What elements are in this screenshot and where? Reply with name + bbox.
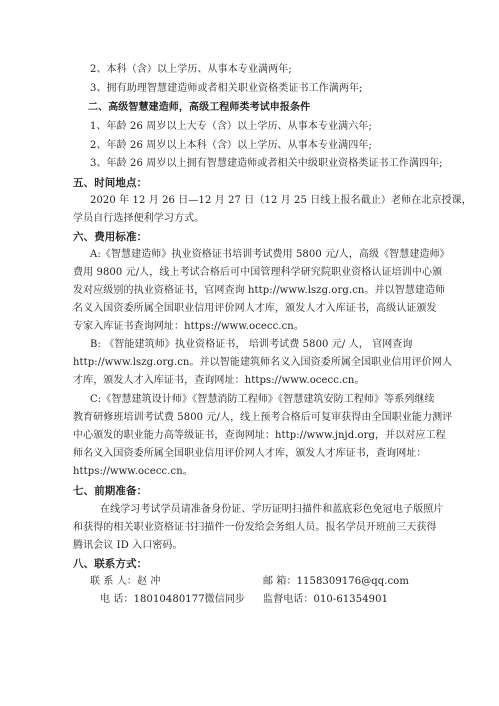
paragraph-line: 学员自行选择便利学习方式。 (73, 213, 205, 224)
paragraph-line: 师名义入国资委所属全国职业信用评价网人才库，颁发人才库证书，查询网址： (73, 448, 427, 459)
contact-email: 邮 箱：1158309176@qq.com (263, 576, 409, 587)
paragraph-line: 在线学习考试学员请准备身份证、学历证明扫描件和蓝底彩色免冠电子版照片 (100, 504, 444, 515)
supervision-phone: 监督电话：010-61354901 (263, 594, 389, 605)
paragraph-line: C:《智慧建筑设计师》《智慧消防工程师》《智慧建筑安防工程师》等系列继续 (90, 394, 435, 405)
paragraph-line: 才库，颁发人才入库证书，查询网址：https://www.ocecc.cn。 (73, 375, 365, 386)
paragraph-line: A:《智慧建造师》执业资格证书培训考试费用 5800 元/人，高级《智慧建造师》 (90, 249, 450, 260)
section-heading-time-place: 五、时间地点： (73, 177, 148, 189)
paragraph-line: B: 《智能建筑师》执业资格证书， 培训考试费 5800 元/ 人， 官网查询 (90, 339, 413, 350)
paragraph-line: 腾讯会议 ID 入口密码。 (73, 540, 183, 551)
section-heading-preparation: 七、前期准备： (73, 485, 148, 497)
paragraph-line: https://www.ocecc.cn。 (73, 466, 193, 477)
paragraph-line: 发对应级别的执业资格证书，官网查询 http://www.lszg.org.cn。并以智慧建造师 (73, 285, 446, 296)
condition-line: 3、拥有助理智慧建造师或者相关职业资格类证书工作满两年; (90, 83, 363, 94)
paragraph-line: 专家入库证书查询网址：https://www.ocecc.cn。 (73, 321, 304, 332)
condition-line: 2、年龄 26 周岁以上本科（含）以上学历、从事本专业满四年; (90, 140, 372, 151)
paragraph-line: 2020 年 12 月 26 日—12 月 27 日（12 月 25 日线上报名截止）老师在北京授课， (90, 195, 472, 206)
subsection-heading: 二、高级智慧建造师，高级工程师类考试申报条件 (88, 102, 311, 113)
paragraph-line: 和获得的相关职业资格证书扫描件一份发给会务组人员。报名学员开班前三天获得 (73, 522, 437, 533)
condition-line: 3、年龄 26 周岁以上拥有智慧建造师或者相关中级职业资格类证书工作满四年; (90, 158, 443, 169)
paragraph-line: http://www.lszg.org.cn。并以智能建筑师名义入国资委所属全国职业信用评价网人 (73, 357, 453, 368)
contact-phone: 电 话：18010480177微信同步 (100, 594, 246, 605)
section-heading-contact: 八、联系方式： (73, 558, 148, 570)
paragraph-line: 教育研修班培训考试费 5800 元/人，线上预考合格后可复审获得由全国职业能力测评 (73, 412, 453, 423)
paragraph-line: 名义入国资委所属全国职业信用评价网人才库，颁发人才入库证书，高级认证颁发 (73, 303, 437, 314)
contact-person: 联 系 人：赵 冲 (90, 576, 161, 587)
condition-line: 1、年龄 26 周岁以上大专（含）以上学历、从事本专业满六年; (90, 121, 372, 132)
paragraph-line: 费用 9800 元/人，线上考试合格后可中国管理科学研究院职业资格认证培训中心颁 (73, 267, 443, 278)
condition-line: 2、本科（含）以上学历、从事本专业满两年; (90, 64, 292, 75)
paragraph-line: 中心颁发的职业能力高等级证书，查询网址：http://www.jnjd.org，并以对应工程 (73, 430, 446, 441)
section-heading-fees: 六、费用标准： (73, 231, 148, 243)
